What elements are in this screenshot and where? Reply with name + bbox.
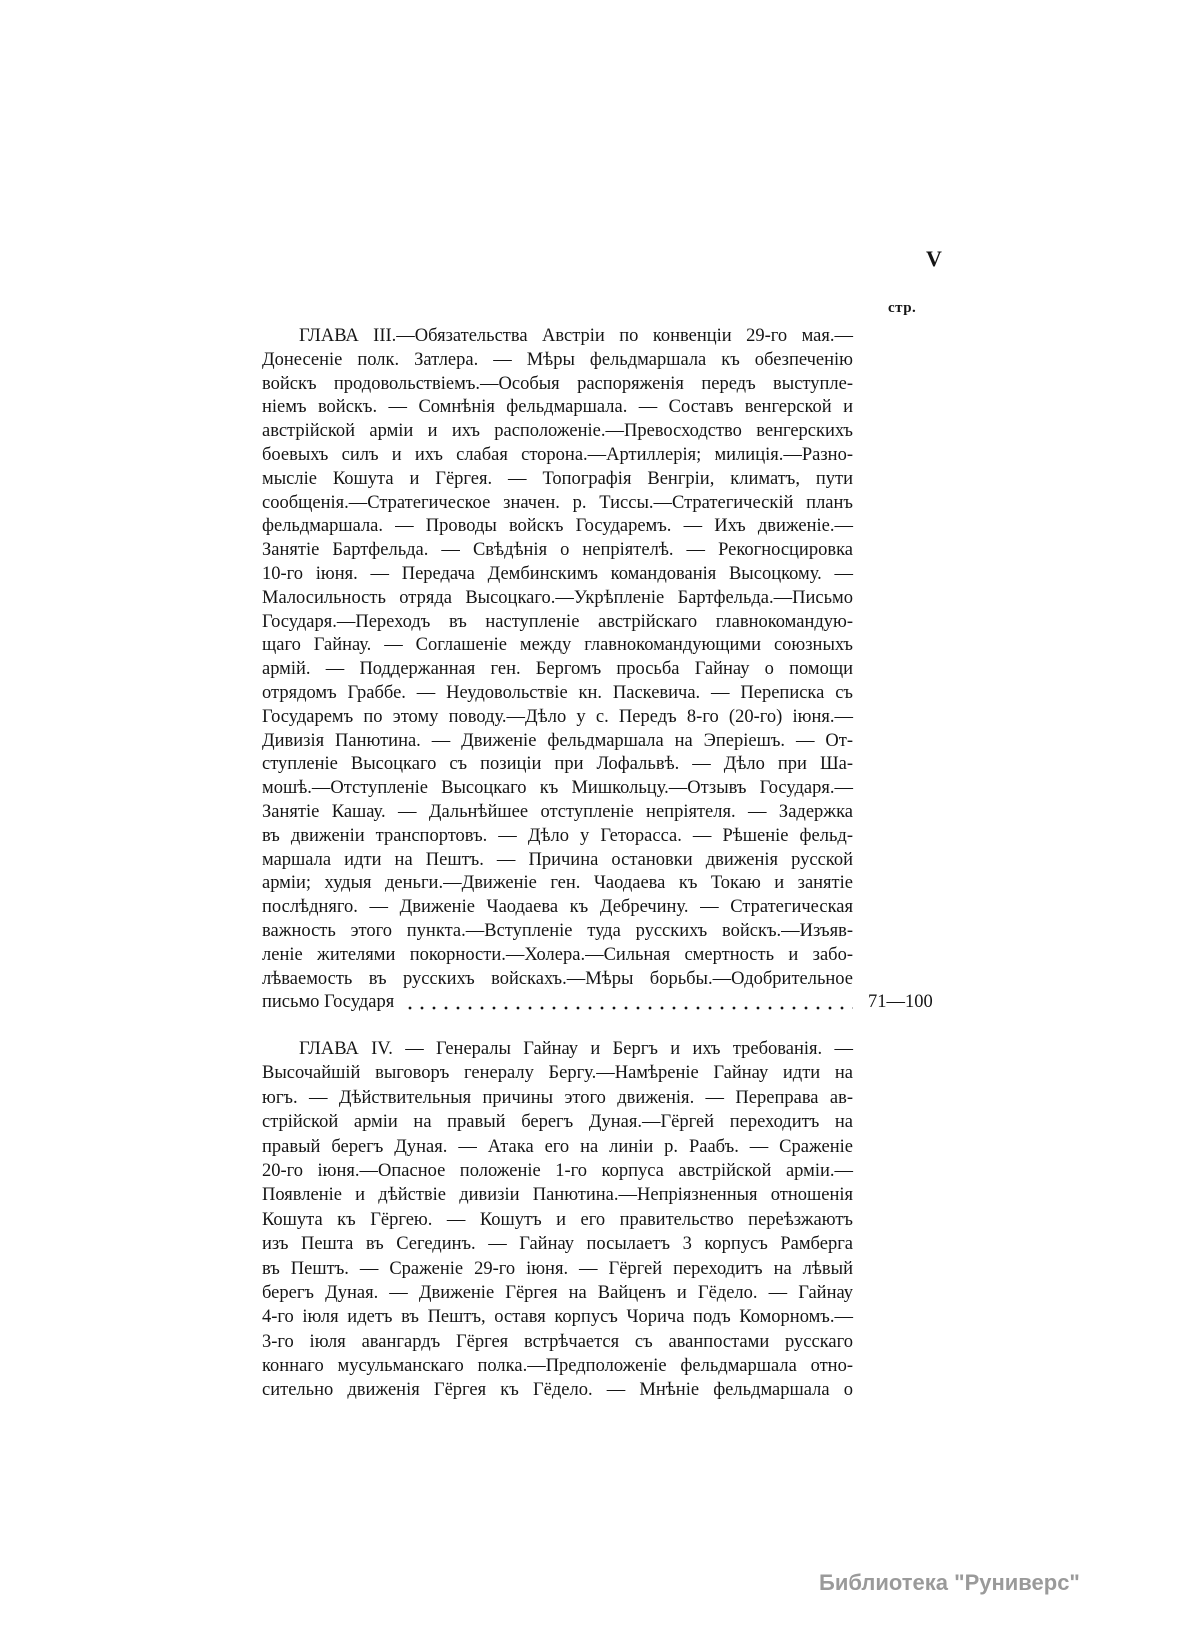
toc-line: важность этого пункта.—Вступленіе туда русскихъ войскъ.—Изъяв-	[262, 920, 853, 941]
toc-line: Появленіе и дѣйствіе дивизіи Панютина.—Непріязненныя отношенія	[262, 1185, 853, 1206]
toc-line: арміи; худыя деньги.—Движеніе ген. Чаодаева къ Токаю и занятіе	[262, 873, 853, 894]
toc-line: послѣдняго. — Движеніе Чаодаева къ Дебречину. — Стратегическая	[262, 897, 853, 918]
toc-line: правый берегъ Дуная. — Атака его на линіи р. Раабъ. — Сраженіе	[262, 1136, 853, 1157]
toc-line: армій. — Поддержанная ген. Бергомъ просьба Гайнау о помощи	[262, 659, 853, 680]
toc-line: Кошута къ Гёргею. — Кошутъ и его правительство переѣзжаютъ	[262, 1209, 853, 1230]
chapter-heading-line: ГЛАВА IV. — Генералы Гайнау и Бергъ и ихъ требованія. —	[299, 1039, 853, 1059]
toc-line: сительно движенія Гёргея къ Гёдело. — Мнѣніе фельдмаршала о	[262, 1380, 853, 1401]
toc-line: маршала идти на Пештъ. — Причина остановки движенія русской	[262, 849, 853, 870]
chapter-4-lines	[262, 1037, 853, 1403]
toc-line: сообщенія.—Стратегическое значен. р. Тиссы.—Стратегическій планъ	[262, 492, 853, 513]
toc-line: 4-го іюля идетъ въ Пештъ, оставя корпусъ Чорича подъ Коморномъ.—	[262, 1307, 853, 1328]
chapter-3-lines	[262, 325, 853, 991]
toc-line: изъ Пешта въ Сегединъ. — Гайнау посылаетъ 3 корпусъ Рамберга	[262, 1234, 853, 1255]
toc-line-last: письмо Государя	[262, 992, 395, 1013]
toc-line: Государемъ по этому поводу.—Дѣло у с. Передъ 8-го (20-го) іюня.—	[262, 706, 853, 727]
toc-line: Государя.—Переходъ въ наступленіе австрійскаго главнокомандую-	[262, 611, 853, 632]
toc-line: стрійской арміи на правый берегъ Дуная.—Гёргей переходитъ на	[262, 1112, 853, 1133]
toc-line: Малосильность отряда Высоцкаго.—Укрѣпленіе Бартфельда.—Письмо	[262, 587, 853, 608]
toc-line: 10-го іюня. — Передача Дембинскимъ командованія Высоцкому. —	[262, 563, 853, 584]
toc-line: 20-го іюня.—Опасное положеніе 1-го корпуса австрійской арміи.—	[262, 1160, 853, 1181]
chapter-heading-line: ГЛАВА III.—Обязательства Австріи по конвенціи 29-го мая.—	[299, 326, 853, 346]
toc-line: Донесеніе полк. Затлера. — Мѣры фельдмаршала къ обезпеченію	[262, 349, 853, 370]
toc-line: австрійской арміи и ихъ расположеніе.—Превосходство венгерскихъ	[262, 421, 853, 442]
chapter-3-entry	[262, 325, 933, 1015]
chapter-4-entry	[262, 1037, 853, 1403]
toc-line: Дивизія Панютина. — Движеніе фельдмаршала на Эперіешъ. — От-	[262, 730, 853, 751]
toc-line: югъ. — Дѣйствительныя причины этого движенія. — Переправа ав-	[262, 1087, 853, 1108]
dot-leader	[402, 991, 853, 1015]
toc-line: берегъ Дуная. — Движеніе Гёргея на Вайценъ и Гёдело. — Гайнау	[262, 1282, 853, 1303]
toc-line: мошѣ.—Отступленіе Высоцкаго къ Мишкольцу.—Отзывъ Государя.—	[262, 778, 853, 799]
toc-line: войскъ продовольствіемъ.—Особыя распоряженія передъ выступле-	[262, 373, 853, 394]
toc-line: щаго Гайнау. — Соглашеніе между главнокомандующими союзныхъ	[262, 635, 853, 656]
toc-line: въ движеніи транспортовъ. — Дѣло у Геторасса. — Рѣшеніе фельд-	[262, 825, 853, 846]
toc-line: мысліе Кошута и Гёргея. — Топографія Венгріи, климатъ, пути	[262, 468, 853, 489]
toc-line: Высочайшій выговоръ генералу Бергу.—Намѣреніе Гайнау идти на	[262, 1063, 853, 1084]
toc-line: Занятіе Кашау. — Дальнѣйшее отступленіе непріятеля. — Задержка	[262, 801, 853, 822]
library-watermark: Библиотека "Руниверс"	[819, 1570, 1080, 1595]
page-number: V	[926, 246, 942, 271]
toc-leader-line	[262, 991, 933, 1015]
toc-line: лѣваемость въ русскихъ войскахъ.—Мѣры борьбы.—Одобрительное	[262, 968, 853, 989]
page-column-header: стр.	[888, 300, 917, 316]
toc-line: ніемъ войскъ. — Сомнѣнія фельдмаршала. — Составъ венгерской и	[262, 397, 853, 418]
toc-line: боевыхъ силъ и ихъ слабая сторона.—Артиллерія; милиція.—Разно-	[262, 444, 853, 465]
toc-line: ступленіе Высоцкаго съ позиціи при Лофальвѣ. — Дѣло при Ша-	[262, 754, 853, 775]
toc-line: въ Пештъ. — Сраженіе 29-го іюня. — Гёргей переходитъ на лѣвый	[262, 1258, 853, 1279]
page-range: 71—100	[868, 992, 933, 1013]
toc-line: коннаго мусульманскаго полка.—Предположеніе фельдмаршала отно-	[262, 1356, 853, 1377]
toc-line: Занятіе Бартфельда. — Свѣдѣнія о непріятелѣ. — Рекогносцировка	[262, 540, 853, 561]
toc-line: отрядомъ Граббе. — Неудовольствіе кн. Паскевича. — Переписка съ	[262, 682, 853, 703]
toc-line: 3-го іюля авангардъ Гёргея встрѣчается съ аванпостами русскаго	[262, 1331, 853, 1352]
toc-line: леніе жителями покорности.—Холера.—Сильная смертность и забо-	[262, 944, 853, 965]
toc-line: фельдмаршала. — Проводы войскъ Государемъ. — Ихъ движеніе.—	[262, 516, 853, 537]
